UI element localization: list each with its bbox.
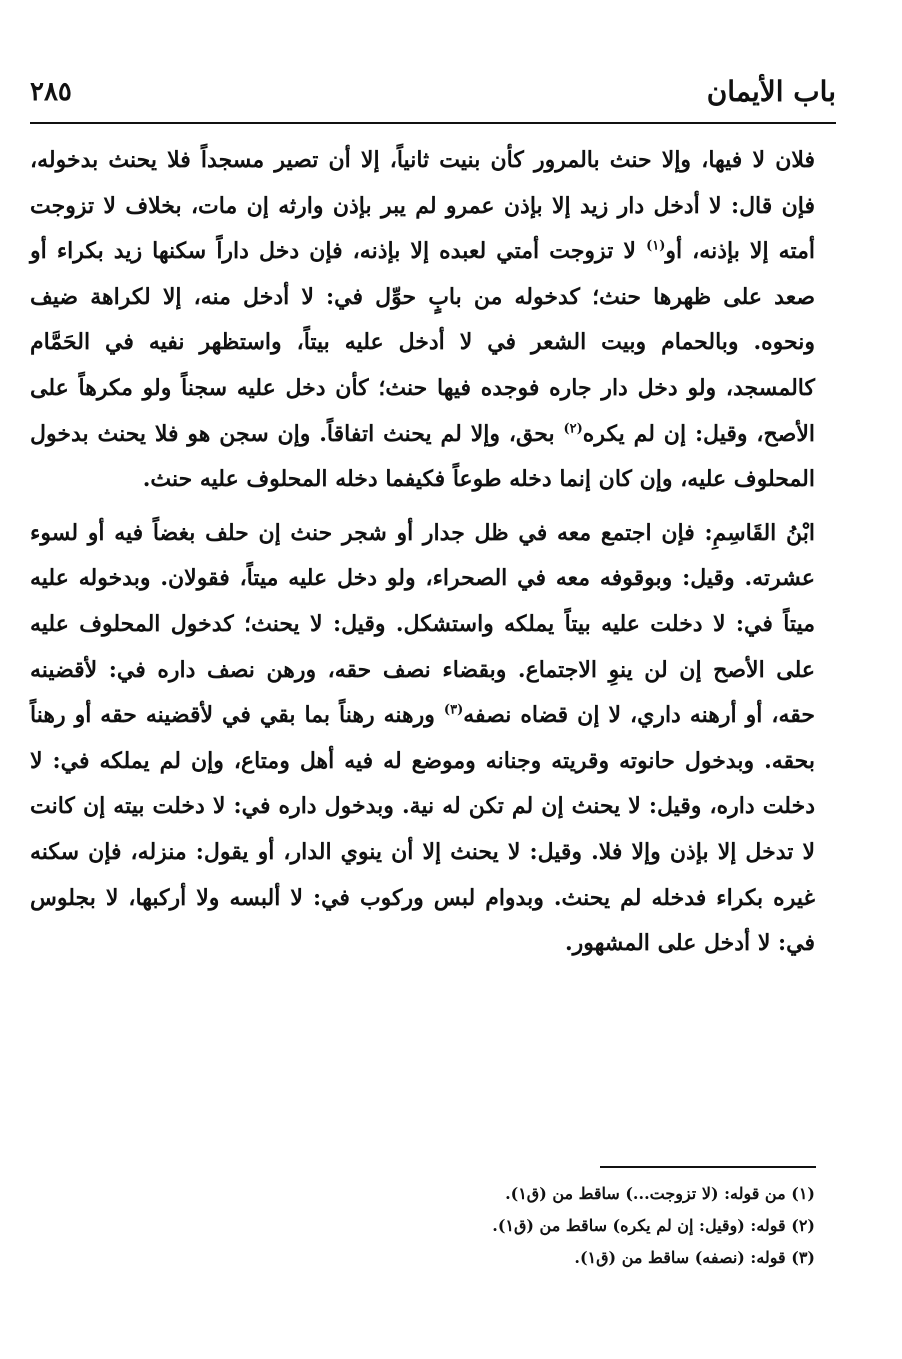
footnote-ref-2: (٢) (563, 421, 583, 437)
footnote-divider (600, 1166, 816, 1168)
page-header (30, 72, 836, 118)
main-text (30, 138, 815, 967)
text-run: ورهنه رهناً بما بقي في لأقضينه حقه أو رهناً بحقه. وبدخول حانوته وقريته وجنانه وموضع له فيه أهل ومتاع، وإن لم يملكه في: لا دخلت داره، وقيل: لا يحنث إن لم تكن له نية. وبدخول داره في: لا دخلت بيته إن كانت لا تدخل إلا بإذن وإلا فلا. وقيل: لا يحنث إلا أن ينوي الدار، أو يقول: منزله، فإن سكنه غيره بكراء فدخله لم يحنث. وبدوام لبس وركوب في: لا ألبسه ولا أركبها، لا بجلوس في: لا أدخل على المشهور. (30, 702, 815, 957)
page-number: ٢٨٥ (30, 77, 72, 107)
chapter-title: باب الأيمان (706, 75, 836, 108)
paragraph-1 (30, 138, 815, 503)
footnote-ref-1: (١) (646, 238, 666, 254)
text-run: لا تزوجت أمتي لعبده إلا بإذنه، فإن دخل داراً سكنها زيد بكراء أو صعد على ظهرها حنث؛ كدخوله من بابٍ حوِّل في: لا أدخل منه، إلا لكراهة ضيف ونحوه. وبالحمام وبيت الشعر في لا أدخل عليه بيتاً، واستظهر نفيه في الحَمَّام كالمسجد، ولو دخل دار جاره فوجده فيها حنث؛ كأن دخل عليه سجناً ولو مكرهاً على الأصح، وقيل: إن لم يكره (30, 238, 816, 447)
paragraph-lead: ابْنُ القَاسِمِ: (704, 519, 815, 546)
paragraph-2 (30, 511, 815, 967)
footnote-1: (١) من قوله: (لا تزوجت...) ساقط من (ق١). (505, 1184, 815, 1203)
footnote-ref-3: (٣) (443, 702, 464, 718)
text-run: فلان لا فيها، وإلا حنث بالمرور كأن بنيت ثانياً، إلا أن تصير مسجداً فلا يحنث بدخوله، فإن قال: لا أدخل دار زيد إلا بإذن عمرو لم يبر بإذن وارثه إن مات، بخلاف لا تزوجت أمته إلا بإذنه، أو (30, 147, 815, 265)
footnotes (300, 1178, 815, 1274)
text-run: فإن اجتمع معه في ظل جدار أو شجر حنث إن حلف بغضاً فيه أو لسوء عشرته. وقيل: وبوقوفه معه في الصحراء، ولو دخل عليه ميتاً، فقولان. وبدخوله عليه ميتاً في: لا دخلت عليه بيتاً يملكه واستشكل. وقيل: لا يحنث؛ كدخول المحلوف عليه على الأصح إن لن ينوِ الاجتماع. وبقضاء نصف حقه، ورهن نصف داره في: لأقضينه حقه، أو أرهنه داري، لا إن قضاه نصفه (30, 519, 815, 729)
footnote-3: (٣) قوله: (نصفه) ساقط من (ق١). (574, 1248, 815, 1267)
footnote-2: (٢) قوله: (وقيل: إن لم يكره) ساقط من (ق١). (492, 1216, 815, 1235)
header-divider (30, 122, 836, 124)
text-run: بحق، وإلا لم يحنث اتفاقاً. وإن سجن هو فلا يحنث بدخول المحلوف عليه، وإن كان إنما دخله طوعاً فكيفما دخله المحلوف عليه حنث. (30, 420, 815, 493)
